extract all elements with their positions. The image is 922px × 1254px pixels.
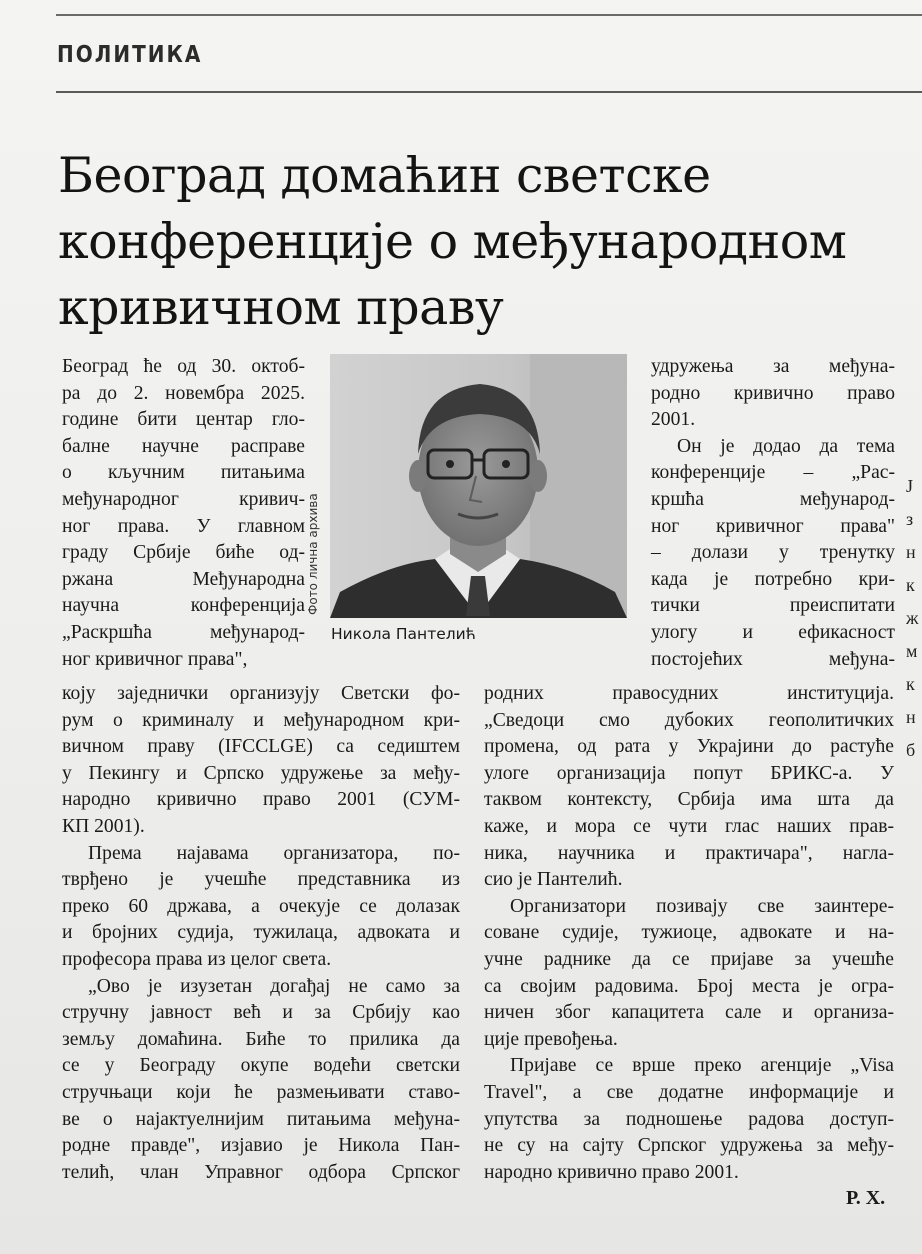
text-line: преко 60 држава, а очекује се долазак [62,895,460,917]
author-signature: Р. Х. [846,1187,886,1209]
text-line: народно кривично право 2001 (СУМ- [62,789,460,811]
headline-line: кривичном праву [58,279,504,336]
headline-line: Београд домаћин светске [58,147,711,204]
text-line: у Пекингу и Српско удружење за међу- [62,762,460,784]
text-line: 2001. [651,409,696,431]
text-line: Београд ће од 30. октоб- [62,356,305,377]
text-line: о кључним питањима [62,462,305,484]
text-line: ног права. У главном [62,515,305,537]
article-column-1-top [62,354,305,673]
text-line: КП 2001). [62,815,145,837]
article-column-2-top [651,354,895,673]
text-line: таквом контексту, Србија има шта да [484,789,894,811]
text-line: када је потребно кри- [651,568,895,590]
text-line: Он је додао да тема [677,435,895,457]
text-line: телић, члан Управног одбора Српског [62,1161,460,1183]
bleed-char: б [906,740,916,760]
text-line: се у Београду окупе водећи светски [62,1055,460,1077]
bleed-char: н [906,542,916,562]
text-line: тички преиспитати [651,595,895,617]
text-line: родних правосудних институција. [484,683,894,704]
text-line: „Сведоци смо дубоких геополитичких [484,709,894,731]
text-line: родне правде", изјавио је Никола Пан- [62,1135,460,1157]
text-line: ве о најактуелнијим питањима међуна- [62,1108,460,1130]
portrait-photo [330,354,627,618]
text-line: године бити центар гло- [62,409,305,431]
text-line: не су на сајту Српског удружења за међу- [484,1135,894,1157]
text-line: професора права из целог света. [62,948,332,970]
text-line: удружења за међуна- [651,356,895,377]
text-line: рум о криминалу и међународном кри- [62,709,460,731]
section-label: ПОЛИТИКА [57,40,203,68]
text-line: конференције – „Рас- [651,462,895,484]
text-line: Travel", а све додатне информације и [484,1081,894,1103]
text-line: балне научне расправе [62,435,305,457]
photo-credit: Фото лична архива [306,493,320,615]
text-line: родно кривично право [651,382,895,404]
text-line: коју заједнички организују Светски фо- [62,683,460,704]
bleed-char: м [906,641,918,661]
article-column-1-bottom [62,681,460,1186]
text-line: Пријаве се врше преко агенције „Visa [510,1055,894,1077]
text-line: Према најавама организатора, по- [88,842,460,864]
text-line: земљу домаћина. Биће то прилика да [62,1028,460,1050]
adjacent-column-edge [906,470,922,830]
text-line: ног кривичног права" [651,515,895,537]
text-line: граду Србије биће од- [62,542,305,564]
text-line: ције превођења. [484,1028,618,1050]
headline-line: конференције о међународном [58,213,847,270]
text-line: ржана Међународна [62,568,305,590]
text-line: тврђено је учешће представника из [62,869,460,891]
section-rule [56,91,922,93]
text-line: – долази у тренутку [651,542,895,564]
text-line: стручњаци који ће размењивати ставо- [62,1081,460,1103]
bleed-char: к [906,674,915,694]
text-line: са својим радовима. Број места је огра- [484,975,894,997]
text-line: улоге организација попут БРИКС-а. У [484,762,894,784]
text-line: ног кривичног права", [62,648,248,670]
text-line: соване судије, тужиоце, адвокате и на- [484,922,894,944]
article-headline [58,143,918,341]
text-line: ника, научника и практичара", нагла- [484,842,894,864]
bleed-char: з [906,509,914,529]
text-line: „Ово је изузетан догађај не само за [88,975,460,997]
text-line: каже, и мора се чути глас наших прав- [484,815,894,837]
photo-caption: Никола Пантелић [331,625,476,643]
bleed-char: ж [906,608,919,628]
text-line: вичном праву (IFCCLGE) са седиштем [62,736,460,758]
text-line: промена, од рата у Украјини до растуће [484,736,894,758]
bleed-char: J [906,476,914,496]
text-line: улогу и ефикасност [651,621,895,643]
article-column-2-bottom [484,681,894,1186]
text-line: кршћа међународ- [651,488,895,510]
bleed-char: к [906,575,915,595]
text-line: народно кривично право 2001. [484,1161,739,1183]
text-line: постојећих међуна- [651,648,895,670]
text-line: научна конференција [62,595,305,617]
text-line: упутства за подношење радова доступ- [484,1108,894,1130]
text-line: сио је Пантелић. [484,869,623,891]
bleed-char: н [906,707,916,727]
text-line: „Раскршћа међународ- [62,621,305,643]
text-line: ничен због капацитета сале и организа- [484,1002,894,1024]
portrait-image [330,354,627,618]
text-line: ра до 2. новембра 2025. [62,382,305,404]
top-rule [56,14,922,16]
text-line: међународног кривич- [62,488,305,510]
text-line: Организатори позивају све заинтере- [510,895,894,917]
text-line: стручну јавност већ и за Србију као [62,1002,460,1024]
text-line: и бројних судија, тужилаца, адвоката и [62,922,460,944]
text-line: учне раднике да се пријаве за учешће [484,948,894,970]
